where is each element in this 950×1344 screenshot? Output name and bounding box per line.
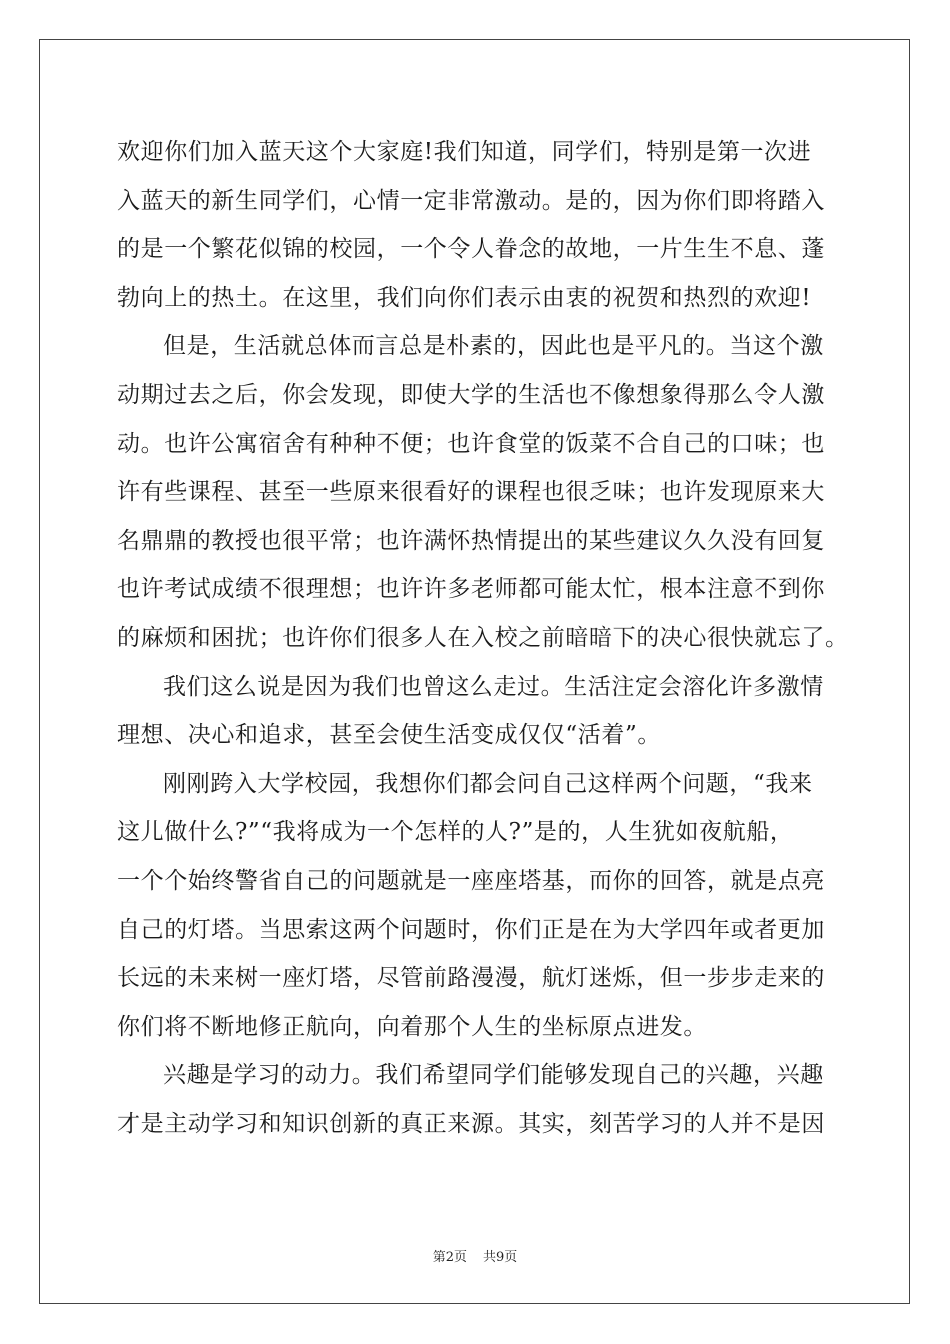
text-line: 长远的未来树一座灯塔，尽管前路漫漫，航灯迷烁，但一步步走来的 [117,965,825,992]
text-line: 我们这么说是因为我们也曾这么走过。生活注定会溶化许多激情 [163,673,824,700]
text-line: 兴趣是学习的动力。我们希望同学们能够发现自己的兴趣，兴趣 [163,1062,824,1089]
text-line: 勃向上的热土。在这里，我们向你们表示由衷的祝贺和热烈的欢迎! [117,284,812,311]
page-total: 共9页 [483,1250,518,1265]
text-line: 动。也许公寓宿舍有种种不便；也许食堂的饭菜不合自己的口味；也 [117,430,825,457]
text-line: 刚刚跨入大学校园，我想你们都会问自己这样两个问题，“我来 [163,770,813,797]
text-line: 自己的灯塔。当思索这两个问题时，你们正是在为大学四年或者更加 [117,916,825,943]
text-line: 许有些课程、甚至一些原来很看好的课程也很乏味；也许发现原来大 [117,479,825,506]
page-number: 第2页 [432,1250,467,1265]
text-line: 欢迎你们加入蓝天这个大家庭!我们知道，同学们，特别是第一次进 [117,139,812,165]
text-line: 这儿做什么?”“我将成为一个怎样的人?”是的，人生犹如夜航船， [117,819,794,846]
page-footer [0,1246,950,1265]
document-body [117,128,857,1148]
text-line: 理想、决心和追求，甚至会使生活变成仅仅“活着”。 [117,722,661,749]
text-line: 一个个始终警省自己的问题就是一座座塔基，而你的回答，就是点亮 [117,867,825,894]
text-line: 入蓝天的新生同学们，心情一定非常激动。是的，因为你们即将踏入 [117,187,825,214]
text-line: 才是主动学习和知识创新的真正来源。其实，刻苦学习的人并不是因 [117,1110,825,1137]
text-line: 但是，生活就总体而言总是朴素的，因此也是平凡的。当这个激 [163,333,824,360]
text-line: 动期过去之后，你会发现，即使大学的生活也不像想象得那么令人激 [117,381,825,408]
text-line: 的是一个繁花似锦的校园，一个令人眷念的故地，一片生生不息、蓬 [117,236,825,263]
text-line: 你们将不断地修正航向，向着那个人生的坐标原点进发。 [117,1013,707,1040]
text-line: 的麻烦和困扰；也许你们很多人在入校之前暗暗下的决心很快就忘了。 [117,624,849,651]
text-line: 名鼎鼎的教授也很平常；也许满怀热情提出的某些建议久久没有回复 [117,527,825,554]
text-line: 也许考试成绩不很理想；也许许多老师都可能太忙，根本注意不到你 [117,576,825,603]
